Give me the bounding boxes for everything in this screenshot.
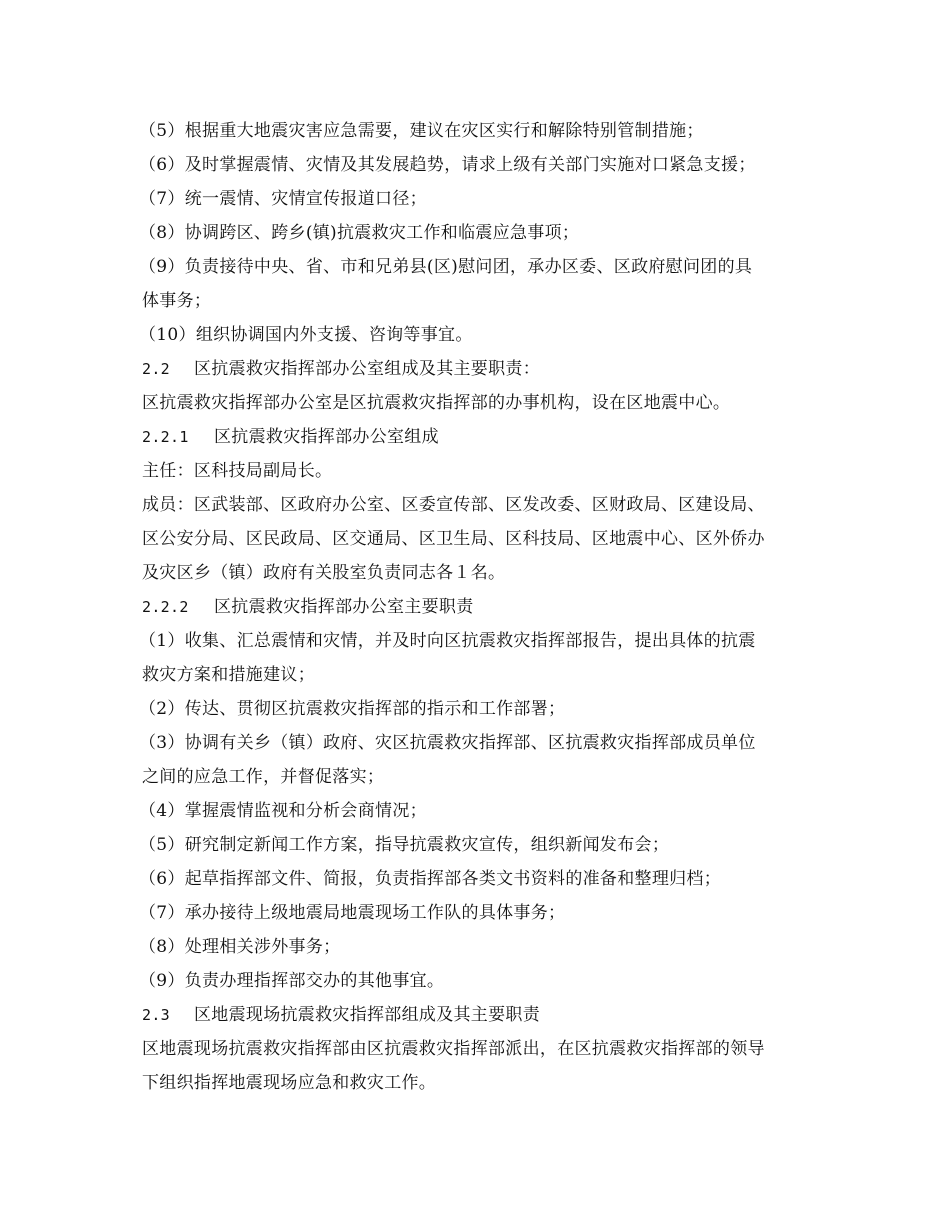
section-title: 区抗震救灾指挥部办公室组成: [214, 427, 439, 447]
text-line: 之间的应急工作，并督促落实；: [142, 767, 385, 787]
paragraph-line: 区公安分局、区民政局、区交通局、区卫生局、区科技局、区地震中心、区外侨办: [142, 529, 765, 549]
text-line: （7）统一震情、灾情宣传报道口径；: [139, 189, 427, 209]
section-heading-2-2: [142, 352, 822, 386]
text-line: （9）负责接待中央、省、市和兄弟县(区)慰问团，承办区委、区政府慰问团的具: [139, 257, 753, 277]
text-line: （1）收集、汇总震情和灾情，并及时向区抗震救灾指挥部报告，提出具体的抗震: [139, 631, 756, 651]
text-line: 体事务；: [142, 291, 212, 311]
text-line: （5）根据重大地震灾害应急需要，建议在灾区实行和解除特别管制措施；: [139, 121, 704, 141]
text-line: （2）传达、贯彻区抗震救灾指挥部的指示和工作部署；: [139, 699, 566, 719]
section-number: 2.3: [142, 1006, 170, 1024]
section-title: 区抗震救灾指挥部办公室组成及其主要职责：: [194, 359, 540, 379]
text-line: （9）负责办理指挥部交办的其他事宜。: [139, 971, 445, 991]
section-heading-2-2-2: [142, 590, 822, 624]
text-line: （6）及时掌握震情、灾情及其发展趋势，请求上级有关部门实施对口紧急支援；: [139, 155, 756, 175]
text-line: （10）组织协调国内外支援、咨询等事宜。: [139, 325, 473, 345]
section-number: 2.2: [142, 360, 170, 378]
section-heading-2-2-1: [142, 420, 822, 454]
paragraph-line: 及灾区乡（镇）政府有关股室负责同志各１名。: [142, 563, 506, 583]
section-number: 2.2.2: [142, 598, 189, 616]
paragraph-line: 成员：区武装部、区政府办公室、区委宣传部、区发改委、区财政局、区建设局、: [142, 495, 765, 515]
paragraph-line: 区地震现场抗震救灾指挥部由区抗震救灾指挥部派出，在区抗震救灾指挥部的领导: [142, 1039, 765, 1059]
text-line: （6）起草指挥部文件、简报，负责指挥部各类文书资料的准备和整理归档；: [139, 869, 722, 889]
section-number: 2.2.1: [142, 428, 189, 446]
text-line: （3）协调有关乡（镇）政府、灾区抗震救灾指挥部、区抗震救灾指挥部成员单位: [139, 733, 756, 753]
section-heading-2-3: [142, 998, 822, 1032]
text-line: （8）协调跨区、跨乡(镇)抗震救灾工作和临震应急事项；: [139, 223, 580, 243]
text-line: 救灾方案和措施建议；: [142, 665, 315, 685]
section-title: 区抗震救灾指挥部办公室主要职责: [214, 597, 474, 617]
text-line: （7）承办接待上级地震局地震现场工作队的具体事务；: [139, 903, 566, 923]
text-line: （8）处理相关涉外事务；: [139, 937, 341, 957]
paragraph-line: 下组织指挥地震现场应急和救灾工作。: [142, 1073, 437, 1093]
section-title: 区地震现场抗震救灾指挥部组成及其主要职责: [194, 1005, 540, 1025]
text-line: （4）掌握震情监视和分析会商情况；: [139, 801, 427, 821]
text-line: （5）研究制定新闻工作方案，指导抗震救灾宣传，组织新闻发布会；: [139, 835, 670, 855]
paragraph-line: 主任：区科技局副局长。: [142, 461, 333, 481]
document-body: [139, 114, 822, 1100]
paragraph-line: 区抗震救灾指挥部办公室是区抗震救灾指挥部的办事机构，设在区地震中心。: [142, 393, 731, 413]
